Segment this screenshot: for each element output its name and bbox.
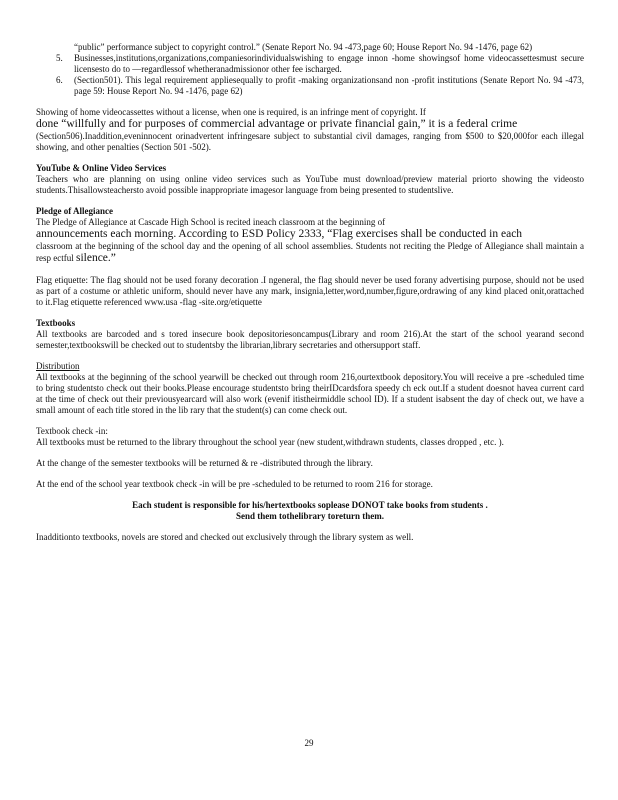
distribution-heading: Distribution bbox=[36, 361, 80, 371]
semester-paragraph: At the change of the semester textbooks will be returned & re -distributed through the library. bbox=[36, 458, 373, 468]
checkin-heading: Textbook check -in: bbox=[36, 426, 108, 436]
list-item-continuation: “public” performance subject to copyright control.” (Senate Report No. 94 -473,page 60; House Report No. 94 -1476, page 62) bbox=[74, 42, 533, 52]
numbered-list bbox=[56, 42, 584, 97]
pledge-line-silence: silence.” bbox=[75, 252, 116, 264]
pledge-line: The Pledge of Allegiance at Cascade High School is recited ineach classroom at the beginning of bbox=[36, 217, 386, 227]
youtube-body: Teachers who are planning on using online video services such as YouTube must download/preview material priorto showing the videosto students.Thisallowsteachersto avoid possible inappropriate imagesor language from being presented to studentslive. bbox=[36, 174, 584, 195]
responsibility-line: Each student is responsible for his/hertextbooks soplease DONOT take books from students . bbox=[132, 500, 488, 510]
list-item-text: (Section501). This legal requirement appliesequally to profit -making organizationsand non -profit institutions (Senate Report No. 94 -473, page 59: House Report No. 94 -1476, page 62) bbox=[74, 75, 584, 96]
textbooks-heading: Textbooks bbox=[36, 318, 76, 328]
responsibility-line: Send them tothelibrary toreturn them. bbox=[235, 511, 385, 521]
yearend-paragraph: At the end of the school year textbook check -in will be pre -scheduled to be returned to room 216 for storage. bbox=[36, 479, 433, 489]
copyright-paragraph bbox=[36, 107, 584, 153]
copyright-line-emphasis: done “willfully and for purposes of commercial advantage or private financial gain,” it is a federal crime bbox=[36, 118, 518, 130]
pledge-heading: Pledge of Allegiance bbox=[36, 206, 113, 216]
pledge-line bbox=[36, 241, 584, 265]
pledge-line-emphasis: announcements each morning. According to ESD Policy 2333, “Flag exercises shall be conducted in each bbox=[36, 228, 523, 240]
copyright-line: Showing of home videocassettes without a license, when one is required, is an infringe ment of copyright. If bbox=[36, 107, 426, 117]
page-number: 29 bbox=[304, 738, 314, 748]
novels-paragraph: Inadditionto textbooks, novels are stored and checked out exclusively through the library system as well. bbox=[36, 532, 414, 542]
youtube-heading: YouTube & Online Video Services bbox=[36, 163, 167, 173]
textbooks-body: All textbooks are barcoded and s tored insecure book depositoriesoncampus(Library and room 216).At the start of the school yearand second semester,textbookswill be checked out to studentsby the librarian,library secretaries and othersupport staff. bbox=[36, 329, 584, 350]
list-item-number: 6. bbox=[56, 75, 63, 85]
distribution-body: All textbooks at the beginning of the school yearwill be checked out through room 216,ourtextbook depository.You will receive a pre -scheduled time to bring studentsto check out their books.Please encourage studentsto bring theirIDcardsfora speedy ch eck out.If a student doesnot havea current card at the time of check out their previousyearcard will also work (evenif itistheirmiddle school ID). If a student isabsent the day of check out, we have a small amount of each title stored in the lib rary that the student(s) can come check out. bbox=[36, 372, 584, 415]
list-item-text: Businesses,institutions,organizations,companiesorindividualswishing to engage innon -home showingsof home videocassettesmust secure licensesto do to —regardlessof whetheranadmissionor other fee ischarged. bbox=[74, 53, 584, 74]
list-item bbox=[56, 53, 584, 75]
list-item-number: 5. bbox=[56, 53, 63, 63]
copyright-line: (Section506).Inaddition,eveninnocent orinadvertent infringesare subject to substantial civil damages, ranging from $500 to $20,000for each illegal showing, and other penalties (Section 501 -502). bbox=[36, 131, 584, 152]
flag-etiquette-paragraph: Flag etiquette: The flag should not be used forany decoration .I ngeneral, the flag should never be used forany advertising purpose, should not be used as part of a costume or athletic uniform, should never have any mark, insignia,letter,word,number,figure,ordrawing of any kind placed onit,orattached to it.Flag etiquette referenced www.usa -flag -site.org/etiquette bbox=[36, 275, 584, 307]
document-page bbox=[36, 42, 584, 543]
list-item bbox=[56, 75, 584, 97]
checkin-body: All textbooks must be returned to the library throughout the school year (new student,withdrawn students, classes dropped , etc. ). bbox=[36, 437, 504, 447]
pledge-line-text: classroom at the beginning of the school day and the opening of all school assemblies. Students not reciting the Pledge of Allegiance shall maintain a resp ectful bbox=[36, 241, 584, 263]
